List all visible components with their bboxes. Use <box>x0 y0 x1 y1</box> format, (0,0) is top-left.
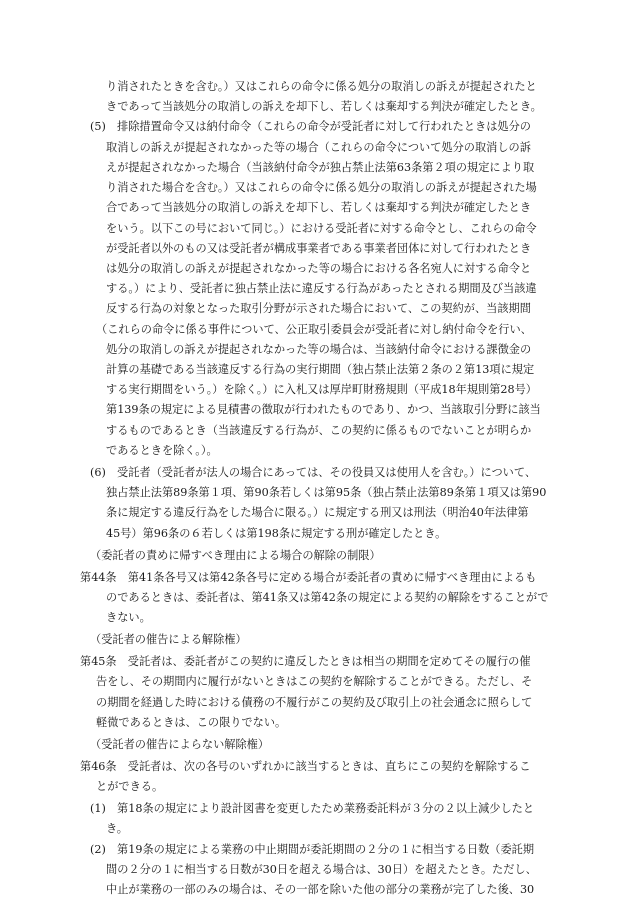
text-line: 中止が業務の一部のみの場合は、その一部を除いた他の部分の業務が完了した後、30 <box>106 883 535 896</box>
text-line: 第44条 第41条各号又は第42条各号に定める場合が委託者の責めに帰すべき理由によるも <box>80 570 537 584</box>
text-line: 計算の基礎である当該違反する行為の実行期間（独占禁止法第２条の２第13項に規定 <box>106 363 535 376</box>
text-line: 告をし、その期間内に履行がないときはこの契約を解除することができる。ただし、そ <box>96 675 533 689</box>
text-line: が受託者以外のもの又は受託者が構成事業者である事業者団体に対して行われたとき <box>106 241 532 255</box>
text-line: き。 <box>106 822 128 836</box>
text-line: 処分の取消しの訴えが提起されなかった等の場合は、当該納付命令における課徴金の <box>106 342 532 356</box>
text-line: （これらの命令に係る事件について、公正取引委員会が受託者に対し納付命令を行い、 <box>96 322 532 336</box>
text-line: えが提起されなかった場合（当該納付命令が独占禁止法第63条第２項の規定により取 <box>106 160 535 174</box>
text-line: であるときを除く。）。 <box>106 443 218 457</box>
text-line: の期間を経過した時における債務の不履行がこの契約及び取引上の社会通念に照らして <box>96 695 533 709</box>
text-line: をいう。以下この号において同じ。）における受託者に対する命令とし、これらの命令 <box>106 221 537 235</box>
text-line: り消された場合を含む。）又はこれらの命令に係る処分の取消しの訴えが提起された場 <box>106 181 537 195</box>
section-heading: （受託者の催告によらない解除権） <box>90 737 270 751</box>
text-line: する実行期間をいう。）を除く。）に入札又は厚岸町財務規則（平成18年規則第28号） <box>106 383 537 397</box>
text-line: のであるときは、委託者は、第41条又は第42条の規定による契約の解除をすることがで <box>106 590 549 604</box>
text-line: (1) 第18条の規定により設計図書を変更したため業務委託料が３分の２以上減少したと <box>90 802 535 816</box>
text-line: (6) 受託者（受託者が法人の場合にあっては、その役員又は使用人を含む。）について、 <box>90 465 537 479</box>
text-line: 合であって当該処分の取消しの訴えを却下し、若しくは棄却する判決が確定したとき <box>106 201 532 215</box>
text-line: 取消しの訴えが提起されなかった等の場合（これらの命令について処分の取消しの訴 <box>106 140 531 154</box>
text-line: 反する行為の対象となった取引分野が示された場合において、この契約が、当該期間 <box>106 302 531 316</box>
text-line: 軽微であるときは、この限りでない。 <box>96 715 287 729</box>
text-line: 間の２分の１に相当する日数が30日を超える場合は、30日）を超えたとき。ただし、 <box>106 862 537 876</box>
text-line: する。）により、受託者に独占禁止法に違反する行為があったとされる期間及び当該違 <box>106 282 537 296</box>
text-line: り消されたときを含む。）又はこれらの命令に係る処分の取消しの訴えが提起されたと <box>106 80 537 93</box>
text-line: 第46条 受託者は、次の各号のいずれかに該当するときは、直ちにこの契約を解除するこ <box>80 759 531 773</box>
text-line: 45号）第96条の６若しくは第198条に規定する刑が確定したとき。 <box>106 526 447 540</box>
text-line: とができる。 <box>96 780 164 794</box>
text-line: するものであるとき（当該違反する行為が、この契約に係るものでないことが明らか <box>106 423 532 437</box>
text-line: きであって当該処分の取消しの訴えを却下し、若しくは棄却する判決が確定したとき。 <box>106 100 542 114</box>
text-line: は処分の取消しの訴えが提起されなかった等の場合における各名宛人に対する命令と <box>106 261 532 275</box>
text-line: 独占禁止法第89条第１項、第90条若しくは第95条（独占禁止法第89条第１項又は第90 <box>106 486 547 500</box>
text-line: (2) 第19条の規定による業務の中止期間が委託期間の２分の１に相当する日数（委託期 <box>90 842 535 856</box>
text-line: 第139条の規定による見積書の徴取が行われたものであり、かつ、当該取引分野に該当 <box>106 403 541 417</box>
text-line: (5) 排除措置命令又は納付命令（これらの命令が受託者に対して行われたときは処分の <box>90 120 531 134</box>
section-heading: （委託者の責めに帰すべき理由による場合の解除の制限） <box>90 548 381 562</box>
text-line: 条に規定する違反行為をした場合に限る。）に規定する刑又は刑法（明治40年法律第 <box>106 506 529 520</box>
text-line: きない。 <box>106 611 151 624</box>
section-heading: （受託者の催告による解除権） <box>90 633 247 647</box>
text-line: 第45条 受託者は、委託者がこの契約に違反したときは相当の期間を定めてその履行の催 <box>80 655 531 669</box>
